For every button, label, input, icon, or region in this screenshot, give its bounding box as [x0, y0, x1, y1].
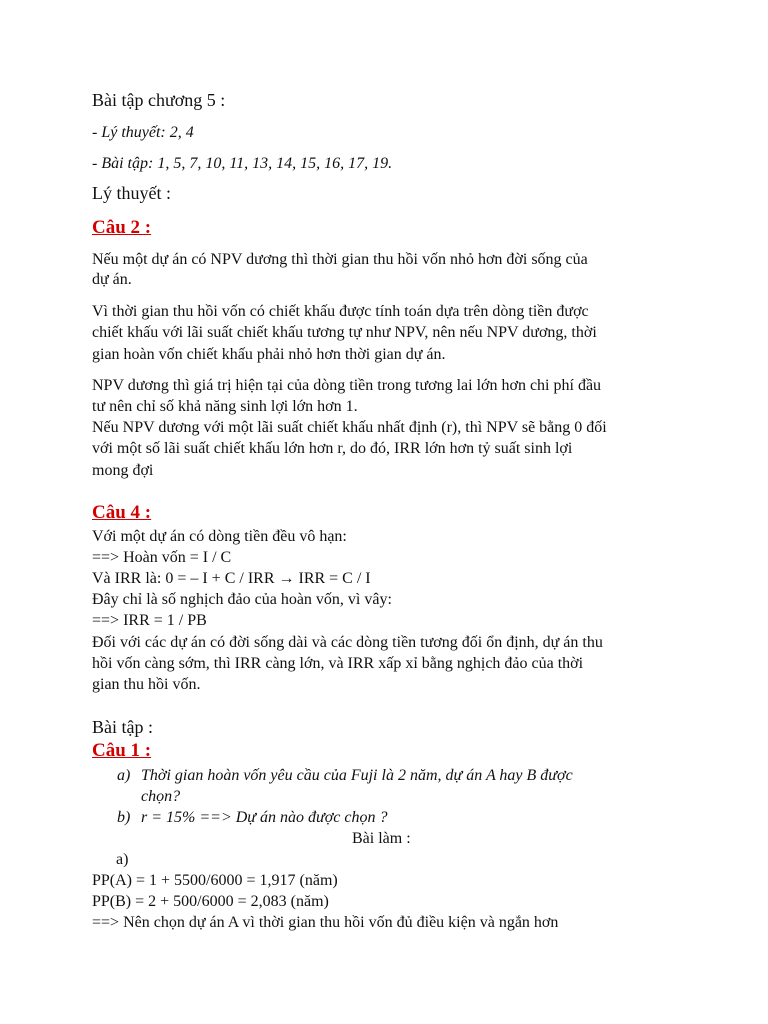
q2-p3-line: tư nên chỉ số khả năng sinh lợi lớn hơn 1.	[92, 398, 358, 415]
ex1-b-text: r = 15% ==> Dự án nào được chọn ?	[141, 809, 388, 826]
q4-line: ==> IRR = 1 / PB	[92, 612, 207, 629]
q2-p1-line: Nếu một dự án có NPV dương thì thời gian thu hồi vốn nhỏ hơn đời sống của	[92, 251, 588, 268]
q4-line: Đối với các dự án có đời sống dài và các dòng tiền tương đối ổn định, dự án thu	[92, 634, 603, 651]
exercises-label: Bài tập :	[92, 717, 153, 737]
q2-p3-line: mong đợi	[92, 462, 154, 479]
ex1-a-marker: a)	[117, 767, 131, 784]
q4-line: Và IRR là: 0 = – I + C / IRR → IRR = C / I	[92, 570, 371, 587]
q2-title: Câu 2 :	[92, 217, 152, 238]
q4-line: gian thu hồi vốn.	[92, 676, 201, 693]
q2-p2-line: chiết khấu với lãi suất chiết khấu tương tự như NPV, nên nếu NPV dương, thời	[92, 324, 597, 341]
q2-p1-line: dự án.	[92, 271, 132, 288]
q4-line: ==> Hoàn vốn = I / C	[92, 549, 232, 566]
q4-line: hồi vốn càng sớm, thì IRR càng lớn, và IRR xấp xỉ bằng nghịch đảo của thời	[92, 655, 584, 672]
q4-line: Với một dự án có dòng tiền đều vô hạn:	[92, 528, 347, 545]
calc-line: PP(A) = 1 + 5500/6000 = 1,917 (năm)	[92, 872, 338, 889]
page-heading: Bài tập chương 5 :	[92, 90, 226, 110]
work-label: Bài làm :	[352, 830, 411, 847]
q2-p2-line: gian hoàn vốn chiết khấu phải nhỏ hơn thời gian dự án.	[92, 346, 446, 363]
ex1-a-text: Thời gian hoàn vốn yêu cầu của Fuji là 2 năm, dự án A hay B được	[141, 767, 573, 784]
theory-label: Lý thuyết :	[92, 183, 171, 203]
q2-p3-line: với một số lãi suất chiết khấu lớn hơn r, do đó, IRR lớn hơn tỷ suất sinh lợi	[92, 440, 573, 457]
ex1-title: Câu 1 :	[92, 740, 152, 761]
ex1-a-text: chọn?	[141, 788, 181, 805]
ex1-b-marker: b)	[117, 809, 131, 826]
theory-assignment: - Lý thuyết: 2, 4	[92, 124, 194, 141]
q2-p3-line: Nếu NPV dương với một lãi suất chiết khấu nhất định (r), thì NPV sẽ bằng 0 đối	[92, 419, 607, 436]
calc-line: PP(B) = 2 + 500/6000 = 2,083 (năm)	[92, 893, 329, 910]
q4-title: Câu 4 :	[92, 502, 152, 523]
exercise-assignment: - Bài tập: 1, 5, 7, 10, 11, 13, 14, 15, 16, 17, 19.	[92, 155, 393, 172]
q4-line: Đây chỉ là số nghịch đảo của hoàn vốn, vì vây:	[92, 591, 392, 608]
sub-a-marker: a)	[116, 851, 129, 868]
q2-p2-line: Vì thời gian thu hồi vốn có chiết khấu được tính toán dựa trên dòng tiền được	[92, 303, 589, 320]
calc-line: ==> Nên chọn dự án A vì thời gian thu hồi vốn đủ điều kiện và ngắn hơn	[92, 914, 559, 931]
q2-p3-line: NPV dương thì giá trị hiện tại của dòng tiền trong tương lai lớn hơn chi phí đầu	[92, 377, 602, 394]
